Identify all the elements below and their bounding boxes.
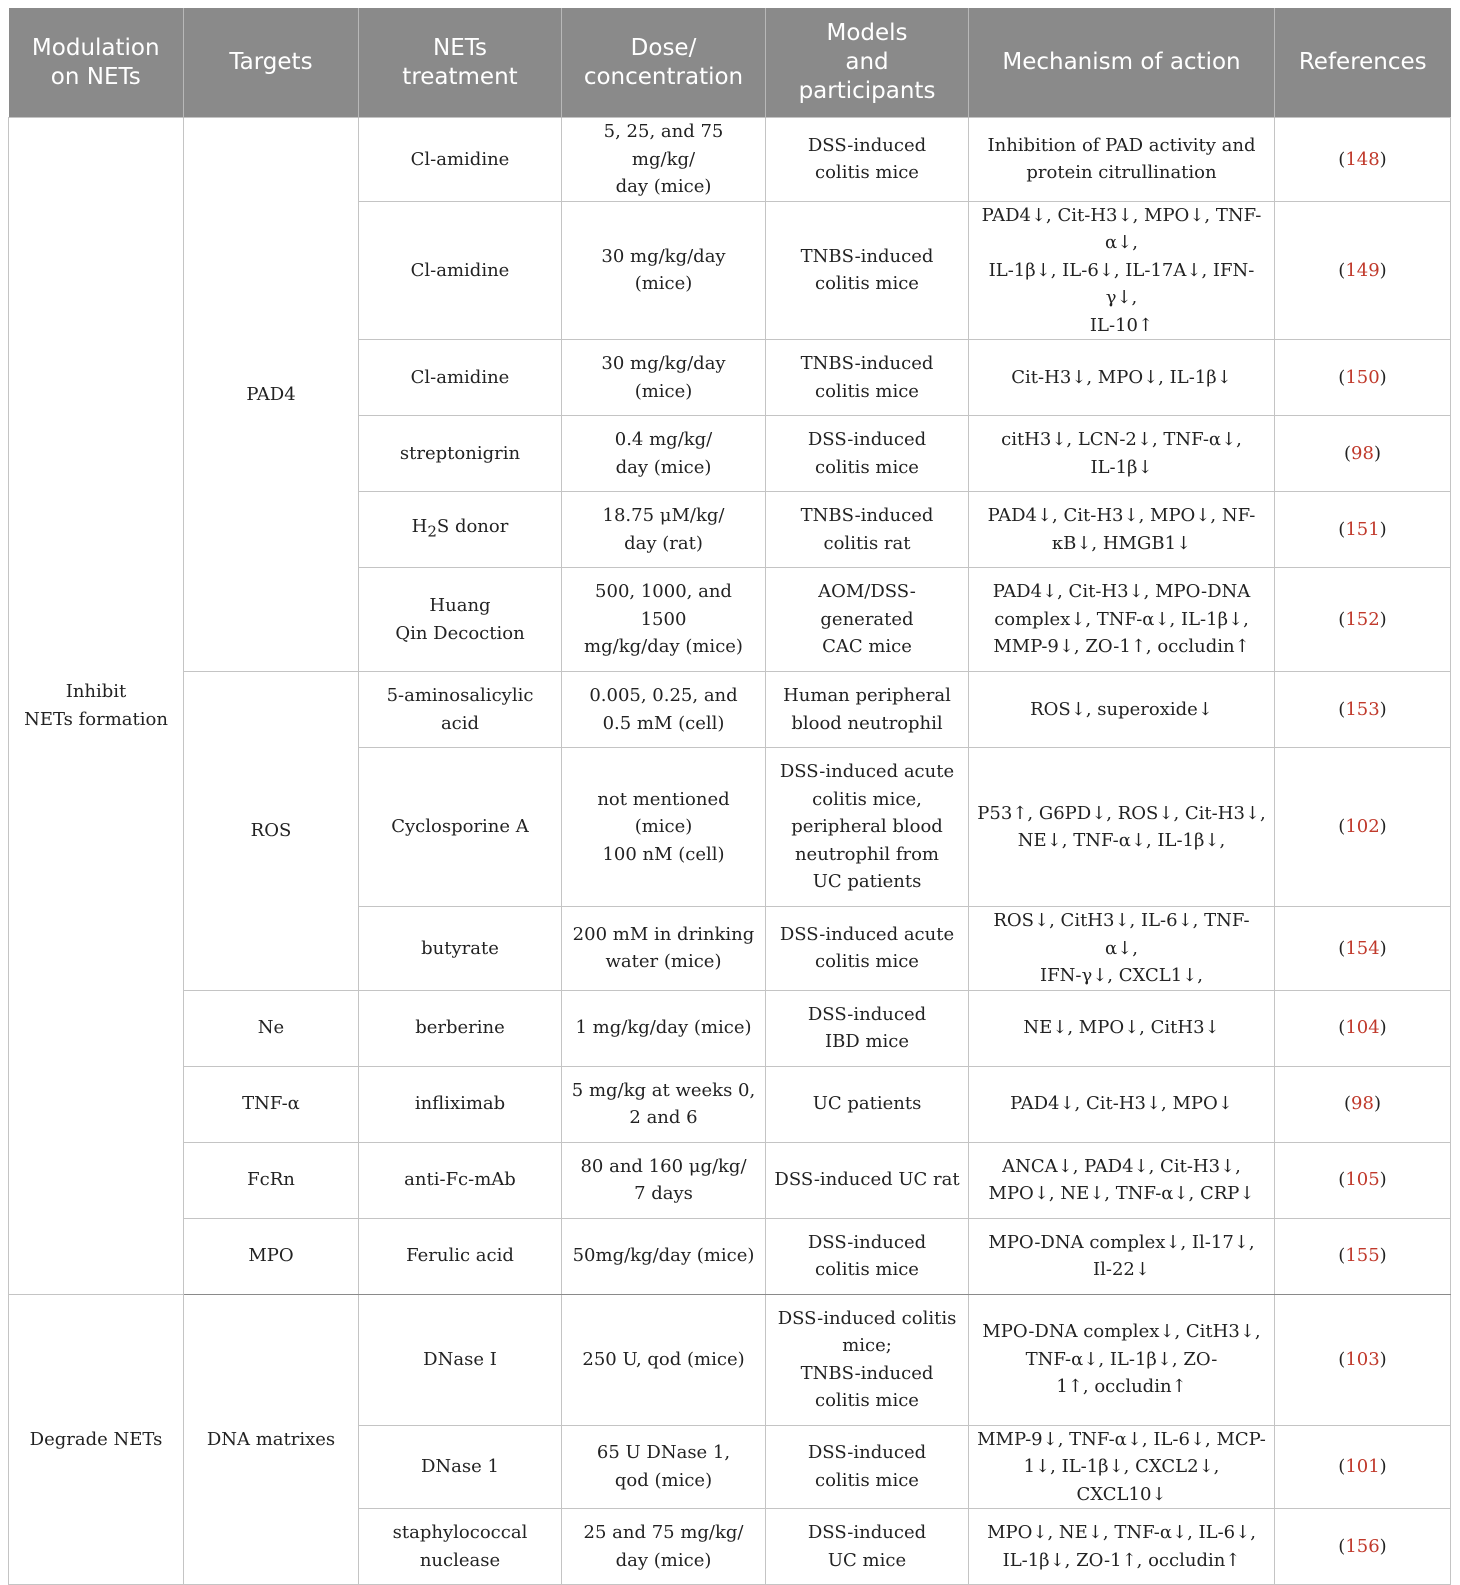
treatment-cell: DNase 1 [359, 1425, 562, 1509]
header-modulation: Modulation on NETs [9, 8, 184, 118]
model-cell: DSS-induced colitis mice; TNBS-induced colitis mice [766, 1294, 969, 1425]
model-cell: UC patients [766, 1066, 969, 1142]
mechanism-cell: NE↓, MPO↓, CitH3↓ [969, 990, 1275, 1066]
model-cell: DSS-induced acute colitis mice, peripheral blood neutrophil from UC patients [766, 748, 969, 907]
table-row [9, 118, 1451, 202]
reference-link[interactable]: 104 [1345, 1017, 1380, 1039]
mechanism-cell: ANCA↓, PAD4↓, Cit-H3↓, MPO↓, NE↓, TNF-α↓, CRP↓ [969, 1142, 1275, 1218]
model-cell: AOM/DSS-generated CAC mice [766, 568, 969, 672]
treatment-cell: butyrate [359, 907, 562, 991]
model-cell: DSS-induced acute colitis mice [766, 907, 969, 991]
reference-cell: (153) [1275, 672, 1451, 748]
reference-link[interactable]: 151 [1345, 518, 1380, 540]
reference-link[interactable]: 150 [1345, 366, 1380, 388]
mechanism-cell: P53↑, G6PD↓, ROS↓, Cit-H3↓, NE↓, TNF-α↓, IL-1β↓, [969, 748, 1275, 907]
reference-cell: (105) [1275, 1142, 1451, 1218]
model-cell: DSS-induced UC rat [766, 1142, 969, 1218]
dose-cell: 50mg/kg/day (mice) [562, 1218, 766, 1294]
model-cell: DSS-induced UC mice [766, 1509, 969, 1585]
reference-cell: (149) [1275, 201, 1451, 340]
reference-cell: (155) [1275, 1218, 1451, 1294]
table-row [9, 672, 1451, 748]
model-cell: DSS-induced colitis mice [766, 416, 969, 492]
header-treatment: NETs treatment [359, 8, 562, 118]
reference-link[interactable]: 101 [1345, 1456, 1380, 1477]
mechanism-cell: Cit-H3↓, MPO↓, IL-1β↓ [969, 340, 1275, 416]
treatment-cell: $H_2S$ donor [359, 492, 562, 568]
header-models: Models and participants [766, 8, 969, 118]
reference-cell: (101) [1275, 1425, 1451, 1509]
mechanism-cell: citH3↓, LCN-2↓, TNF-α↓, IL-1β↓ [969, 416, 1275, 492]
table-row [9, 990, 1451, 1066]
dose-cell: 5, 25, and 75 mg/kg/ day (mice) [562, 118, 766, 202]
reference-link[interactable]: 103 [1345, 1348, 1380, 1370]
target-ne: Ne [184, 990, 359, 1066]
group-inhibit-nets: Inhibit NETs formation [9, 118, 184, 1295]
table-row [9, 1218, 1451, 1294]
dose-cell: 500, 1000, and 1500 mg/kg/day (mice) [562, 568, 766, 672]
treatment-cell: streptonigrin [359, 416, 562, 492]
treatment-cell: Ferulic acid [359, 1218, 562, 1294]
mechanism-cell: PAD4↓, Cit-H3↓, MPO↓, NF- κB↓, HMGB1↓ [969, 492, 1275, 568]
reference-link[interactable]: 149 [1345, 259, 1380, 281]
mechanism-cell: MPO-DNA complex↓, CitH3↓, TNF-α↓, IL-1β↓, ZO- 1↑, occludin↑ [969, 1294, 1275, 1425]
dose-cell: 5 mg/kg at weeks 0, 2 and 6 [562, 1066, 766, 1142]
model-cell: DSS-induced colitis mice [766, 118, 969, 202]
reference-cell: (152) [1275, 568, 1451, 672]
reference-cell: (102) [1275, 748, 1451, 907]
mechanism-cell: ROS↓, superoxide↓ [969, 672, 1275, 748]
header-references: References [1275, 8, 1451, 118]
dose-cell: 65 U DNase 1, qod (mice) [562, 1425, 766, 1509]
reference-link[interactable]: 152 [1345, 608, 1380, 630]
reference-cell: (148) [1275, 118, 1451, 202]
reference-link[interactable]: 98 [1351, 442, 1374, 464]
reference-cell: (151) [1275, 492, 1451, 568]
model-cell: DSS-induced colitis mice [766, 1425, 969, 1509]
target-mpo: MPO [184, 1218, 359, 1294]
reference-cell: (156) [1275, 1509, 1451, 1585]
model-cell: DSS-induced IBD mice [766, 990, 969, 1066]
dose-cell: 30 mg/kg/day (mice) [562, 201, 766, 340]
header-dose: Dose/ concentration [562, 8, 766, 118]
treatment-cell: Huang Qin Decoction [359, 568, 562, 672]
treatment-cell: berberine [359, 990, 562, 1066]
dose-cell: 0.005, 0.25, and 0.5 mM (cell) [562, 672, 766, 748]
mechanism-cell: MMP-9↓, TNF-α↓, IL-6↓, MCP- 1↓, IL-1β↓, CXCL2↓, CXCL10↓ [969, 1425, 1275, 1509]
mechanism-cell: PAD4↓, Cit-H3↓, MPO↓, TNF- α↓, IL-1β↓, IL-6↓, IL-17A↓, IFN-γ↓, IL-10↑ [969, 201, 1275, 340]
reference-cell: (150) [1275, 340, 1451, 416]
nets-modulation-table [8, 8, 1451, 1585]
target-dna-matrixes: DNA matrixes [184, 1294, 359, 1585]
model-cell: DSS-induced colitis mice [766, 1218, 969, 1294]
table-row [9, 1066, 1451, 1142]
target-pad4: PAD4 [184, 118, 359, 672]
reference-link[interactable]: 153 [1345, 698, 1380, 720]
reference-link[interactable]: 98 [1351, 1093, 1374, 1115]
treatment-cell: Cyclosporine A [359, 748, 562, 907]
reference-cell: (104) [1275, 990, 1451, 1066]
header-row [9, 8, 1451, 118]
treatment-cell: 5-aminosalicylic acid [359, 672, 562, 748]
dose-cell: 18.75 μM/kg/ day (rat) [562, 492, 766, 568]
table-header [9, 8, 1451, 118]
reference-link[interactable]: 154 [1345, 937, 1380, 959]
table-row [9, 1294, 1451, 1425]
reference-cell: (154) [1275, 907, 1451, 991]
dose-cell: not mentioned (mice) 100 nM (cell) [562, 748, 766, 907]
treatment-cell: staphylococcal nuclease [359, 1509, 562, 1585]
model-cell: TNBS-induced colitis mice [766, 340, 969, 416]
mechanism-cell: Inhibition of PAD activity and protein citrullination [969, 118, 1275, 202]
reference-link[interactable]: 156 [1345, 1535, 1380, 1557]
target-fcrn: FcRn [184, 1142, 359, 1218]
mechanism-cell: PAD4↓, Cit-H3↓, MPO↓ [969, 1066, 1275, 1142]
reference-link[interactable]: 105 [1345, 1169, 1380, 1191]
dose-cell: 0.4 mg/kg/ day (mice) [562, 416, 766, 492]
treatment-cell: Cl-amidine [359, 340, 562, 416]
mechanism-cell: MPO-DNA complex↓, Il-17↓, Il-22↓ [969, 1218, 1275, 1294]
mechanism-cell: ROS↓, CitH3↓, IL-6↓, TNF-α↓, IFN-γ↓, CXCL1↓, [969, 907, 1275, 991]
treatment-cell: infliximab [359, 1066, 562, 1142]
model-cell: TNBS-induced colitis rat [766, 492, 969, 568]
treatment-cell: anti-Fc-mAb [359, 1142, 562, 1218]
reference-cell: (98) [1275, 1066, 1451, 1142]
header-mechanism: Mechanism of action [969, 8, 1275, 118]
dose-cell: 30 mg/kg/day (mice) [562, 340, 766, 416]
treatment-cell: Cl-amidine [359, 118, 562, 202]
treatment-cell: DNase I [359, 1294, 562, 1425]
model-cell: TNBS-induced colitis mice [766, 201, 969, 340]
reference-cell: (103) [1275, 1294, 1451, 1425]
dose-cell: 80 and 160 μg/kg/ 7 days [562, 1142, 766, 1218]
reference-link[interactable]: 155 [1345, 1245, 1380, 1267]
group-degrade-nets: Degrade NETs [9, 1294, 184, 1585]
reference-link[interactable]: 148 [1345, 148, 1380, 170]
dose-cell: 1 mg/kg/day (mice) [562, 990, 766, 1066]
reference-link[interactable]: 102 [1345, 816, 1380, 838]
treatment-cell: Cl-amidine [359, 201, 562, 340]
target-tnf-alpha: TNF-α [184, 1066, 359, 1142]
table-row [9, 1142, 1451, 1218]
table-body [9, 118, 1451, 1585]
mechanism-cell: PAD4↓, Cit-H3↓, MPO-DNA complex↓, TNF-α↓, IL-1β↓, MMP-9↓, ZO-1↑, occludin↑ [969, 568, 1275, 672]
dose-cell: 200 mM in drinking water (mice) [562, 907, 766, 991]
reference-cell: (98) [1275, 416, 1451, 492]
model-cell: Human peripheral blood neutrophil [766, 672, 969, 748]
dose-cell: 250 U, qod (mice) [562, 1294, 766, 1425]
target-ros: ROS [184, 672, 359, 991]
dose-cell: 25 and 75 mg/kg/ day (mice) [562, 1509, 766, 1585]
mechanism-cell: MPO↓, NE↓, TNF-α↓, IL-6↓, IL-1β↓, ZO-1↑, occludin↑ [969, 1509, 1275, 1585]
header-targets: Targets [184, 8, 359, 118]
